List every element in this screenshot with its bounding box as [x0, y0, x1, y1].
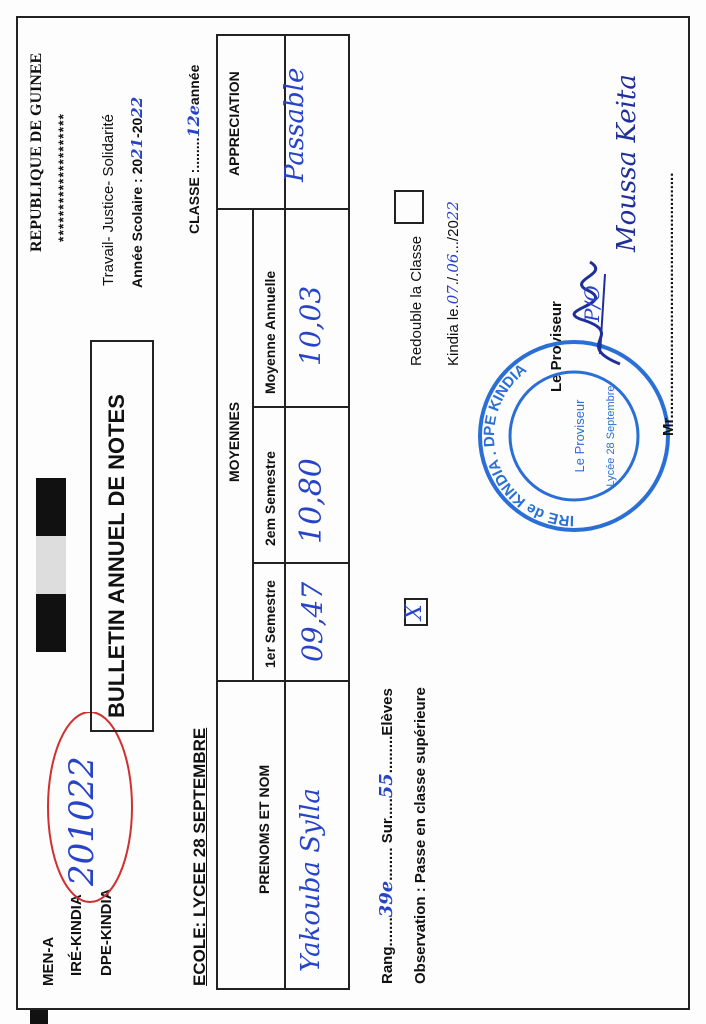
- mr-label: Mr: [660, 418, 677, 436]
- stamp-center-text: Le Proviseur: [572, 399, 587, 473]
- table-hline: [252, 208, 254, 682]
- student-name: Yakouba Sylla: [296, 788, 326, 972]
- school-year-mid: -20: [129, 117, 145, 138]
- stars-separator: ********************: [55, 113, 71, 242]
- rang-sur: Sur: [379, 819, 396, 844]
- date-month: 06: [444, 253, 462, 273]
- header-name: PRENOMS ET NOM: [256, 764, 272, 894]
- punch-mark: [30, 1010, 48, 1024]
- class-line: CLASSE :........12eannée: [184, 64, 203, 234]
- school-year-label: Année Scolaire : 20: [129, 158, 145, 288]
- school-name: ECOLE: LYCEE 28 SEPTEMBRE: [190, 727, 209, 986]
- rang-value: 39e: [376, 880, 397, 918]
- table-vline: [216, 208, 350, 210]
- appreciation-value: Passable: [280, 67, 310, 182]
- promotion-check-mark: X: [402, 604, 427, 620]
- redouble-label: Redouble la Classe: [408, 235, 425, 366]
- school-year-hw2: 22: [128, 96, 146, 118]
- grade-annual: 10,03: [294, 285, 327, 366]
- date-label: Kindia le: [445, 308, 462, 366]
- table-vline: [252, 406, 350, 408]
- proviseur-title: Le Proviseur: [548, 301, 565, 392]
- header-annual: Moyenne Annuelle: [262, 270, 278, 394]
- stamp-ring-text: IRE de KINDIA . DPE KINDIA: [480, 360, 575, 530]
- school-year: [128, 97, 146, 288]
- school-year-hw1: 21: [128, 137, 146, 159]
- header-s2: 2em Semestre: [262, 451, 278, 546]
- header-s1: 1er Semestre: [262, 580, 278, 668]
- date-line: Kindia le.07./.06.../2022: [444, 201, 462, 366]
- flag-icon: [36, 478, 66, 652]
- dpe-label: DPE-KINDIA: [98, 888, 115, 976]
- grade-s2: 10,80: [294, 458, 329, 544]
- po-mark: P/O: [580, 285, 604, 322]
- header-appreciation: APPRECIATION: [226, 71, 242, 176]
- header-moyennes: MOYENNES: [226, 401, 242, 482]
- redouble-checkbox[interactable]: [394, 190, 424, 224]
- bulletin-title: BULLETIN ANNUEL DE NOTES: [104, 394, 129, 718]
- observation-label: Observation : Passe en classe supérieure: [412, 687, 429, 984]
- proviseur-signature-name: Moussa Keita: [612, 74, 642, 252]
- table-vline: [216, 680, 350, 682]
- class-hw: 12e: [184, 105, 203, 138]
- class-label: CLASSE :: [186, 168, 202, 234]
- date-year: 22: [444, 201, 462, 221]
- rang-label: Rang: [379, 946, 396, 984]
- stamp-inner-text: Lycée 28 Septembre: [605, 385, 617, 487]
- ire-label: IRÉ-KINDIA: [68, 894, 85, 976]
- rang-total: 55: [376, 773, 397, 799]
- rang-suffix: Elèves: [379, 688, 396, 736]
- mr-line: Mr...........................................................: [660, 172, 677, 436]
- motto: Travail- Justice- Solidarité: [100, 114, 117, 286]
- rang-line: Rang.......39e........ Sur.....55.........Elèves: [376, 688, 397, 984]
- class-suffix: année: [186, 64, 202, 106]
- date-day: 07: [444, 285, 462, 305]
- grade-s1: 09,47: [296, 581, 329, 662]
- matricule-number: 201022: [62, 756, 102, 886]
- men-label: MEN-A: [40, 936, 57, 986]
- republic-title: REPUBLIQUE DE GUINEE: [28, 52, 45, 252]
- table-vline: [252, 562, 350, 564]
- date-year-prefix: /20: [445, 220, 462, 242]
